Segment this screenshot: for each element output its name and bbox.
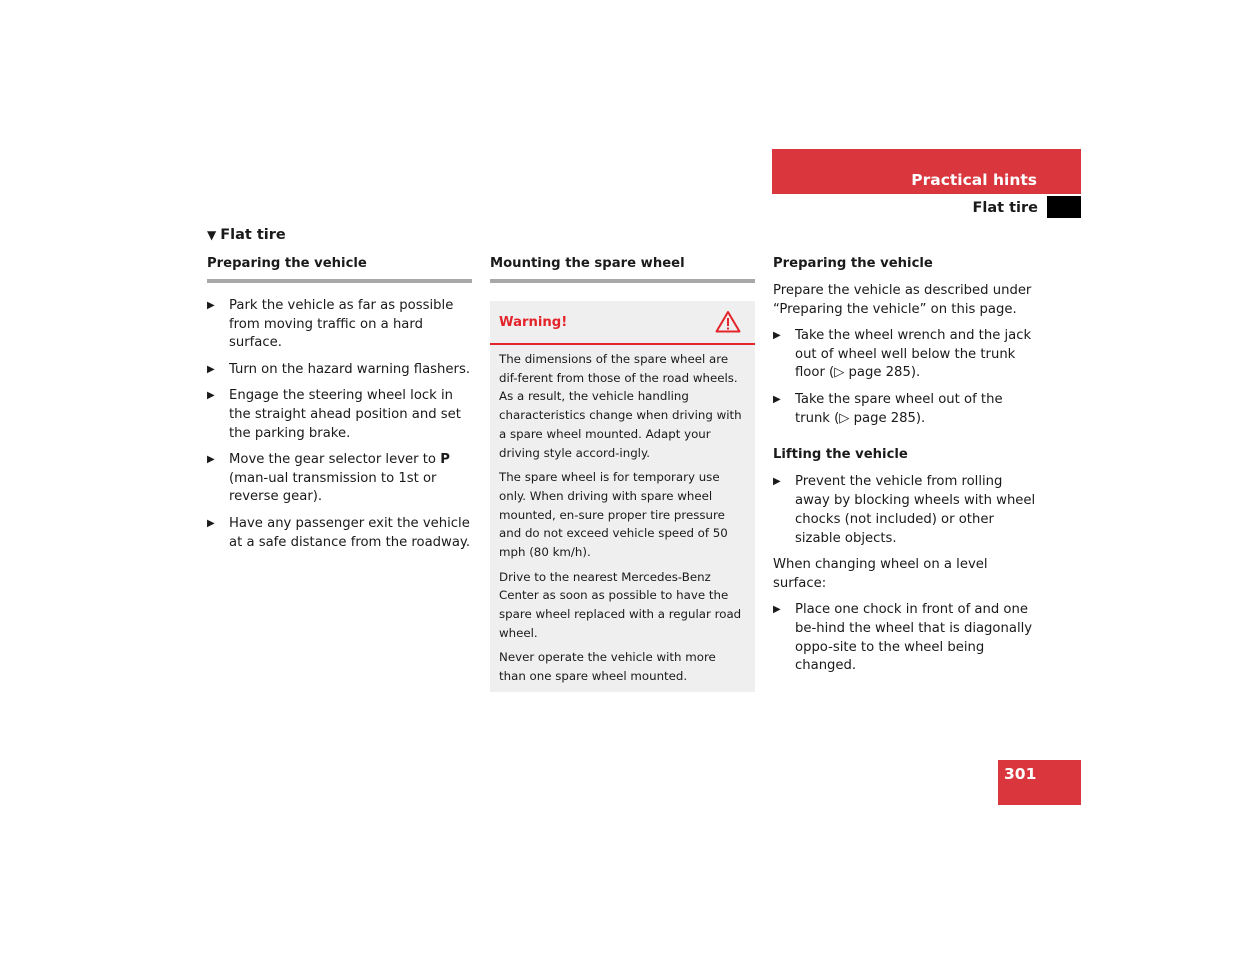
bullet-arrow-icon: ▶ [207,299,215,311]
gear-position: P [440,451,450,467]
list-item [773,327,1038,383]
bullet-arrow-icon: ▶ [773,393,781,405]
list-item [773,601,1038,676]
subchapter-title: Flat tire [972,200,1038,216]
warning-header [490,301,755,345]
list-item-text: Park the vehicle as far as possible from moving traffic on a hard surface. [229,297,454,351]
column-lifting [773,255,1038,684]
section-marker-icon: ▼ [207,228,217,242]
list-item [773,473,1038,548]
gear-text-before: Move the gear selector lever to [229,451,441,467]
subchapter-marker [1047,196,1081,218]
page-number-badge [998,760,1081,805]
warning-paragraph: The spare wheel is for temporary use only. When driving with spare wheel mounted, en-sure proper tire pressure and do not exceed vehicle speed of 50 mph (80 km/h). [499,470,728,560]
subsection-heading: Preparing the vehicle [773,256,933,271]
intro-paragraph: Prepare the vehicle as described under “Preparing the vehicle” on this page. [773,282,1032,317]
column-mounting [490,255,755,692]
warning-paragraph: The dimensions of the spare wheel are dif-ferent from those of the road wheels. As a result, the vehicle handling characteristics change when driving with a spare wheel mounted. Adapt your driving style accord-ingly. [499,351,742,460]
level-surface-text: When changing wheel on a level surface: [773,556,988,591]
bullet-arrow-icon: ▶ [773,603,781,615]
list-item [207,387,472,443]
gear-text-after: (man-ual transmission to 1st or reverse gear). [229,470,437,505]
column-heading: Preparing the vehicle [207,255,472,283]
warning-label: Warning! [499,314,568,330]
list-item-text: Place one chock in front of and one be-hind the wheel that is diagonally oppo-site to the wheel being changed. [795,601,1033,674]
list-item [207,515,472,553]
column-heading: Mounting the spare wheel [490,255,755,283]
warning-triangle-icon [715,310,741,340]
list-item-text: Take the spare wheel out of the trunk (▷ page 285). [795,391,1003,426]
warning-box [490,301,755,692]
bullet-arrow-icon: ▶ [207,363,215,375]
subsection-heading: Lifting the vehicle [773,447,908,463]
bullet-arrow-icon: ▶ [207,517,215,529]
bullet-arrow-icon: ▶ [773,476,781,488]
warning-paragraph: Never operate the vehicle with more than one spare wheel mounted. [499,650,716,684]
section-title-text: Flat tire [220,227,286,243]
list-item-text [229,452,450,505]
chapter-header-bar [772,149,1081,194]
bullet-arrow-icon: ▶ [207,389,215,401]
section-title [207,227,286,243]
page-number: 301 [1004,765,1037,783]
warning-body [490,345,755,692]
bullet-arrow-icon: ▶ [207,453,215,465]
list-item-text: Engage the steering wheel lock in the straight ahead position and set the parking brake. [229,387,461,441]
list-item-text: Take the wheel wrench and the jack out of wheel well below the trunk floor (▷ page 285). [795,327,1032,381]
bullet-arrow-icon: ▶ [773,329,781,341]
list-item [207,451,472,507]
list-item-text: Turn on the hazard warning flashers. [229,361,471,377]
chapter-title: Practical hints [911,171,1037,189]
column-preparing [207,255,472,560]
warning-paragraph: Drive to the nearest Mercedes-Benz Center as soon as possible to have the spare wheel replaced with a regular road wheel. [499,569,742,640]
list-item-text: Prevent the vehicle from rolling away by blocking wheels with wheel chocks (not included) or other sizable objects. [795,474,1036,546]
list-item [207,361,472,380]
list-item [207,297,472,353]
list-item-text: Have any passenger exit the vehicle at a safe distance from the roadway. [229,515,471,550]
list-item [773,391,1038,429]
